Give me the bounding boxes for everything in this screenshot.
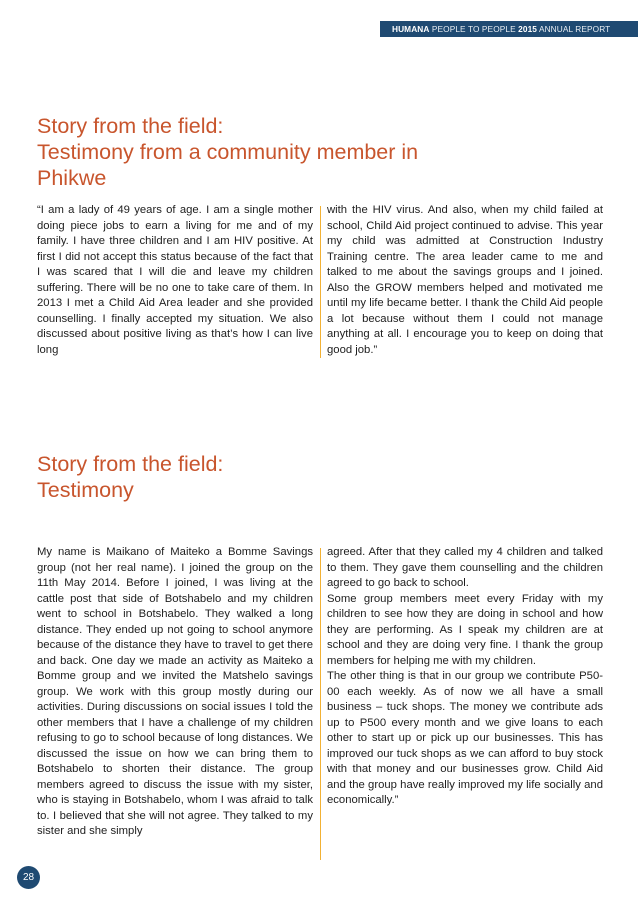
section2-right-paragraph-1: agreed. After that they called my 4 children and talked to them. They gave them counselling and the children agreed to go back to school. [327, 546, 603, 589]
report-header-bar [380, 21, 638, 37]
section2-right-column [327, 545, 603, 809]
header-org: HUMANA [392, 24, 430, 34]
section2-title [37, 451, 223, 503]
section1-column-divider [320, 206, 321, 358]
header-year: 2015 [518, 24, 537, 34]
section1-title-line2: Testimony from a community member in [37, 140, 419, 164]
section1-title [37, 113, 418, 191]
section1-left-column: “I am a lady of 49 years of age. I am a single mother doing piece jobs to earn a living for me and of my family. I have three children and I am HIV positive. At first I did not accept this status because of the fact that I was scared that I will die and leave my children suffering. There will be no one to take care of them. In 2013 I met a Child Aid Area leader and she provided counselling. I finally accepted my situation. We also discussed about positive living as that’s how I can live long [37, 204, 313, 356]
section2-right-paragraph-3: The other thing is that in our group we contribute P50-00 each weekly. As of now we all have a small business – tuck shops. The money we contribute ads up to P500 every month and we give loans to each other to start up or pick up our businesses. This has improved our tuck shops as we can afford to buy stock with that money and our businesses grow. Child Aid and the group have really improved my life socially and economically.” [327, 670, 603, 806]
section2-right-paragraph-2: Some group members meet every Friday with my children to see how they are doing in school and how they are performing. As I speak my children are at school and they are doing very fine. I thank the group members for helping me with my children. [327, 592, 603, 667]
section1-right-column: with the HIV virus. And also, when my child failed at school, Child Aid project continued to advise. This year my child was admitted at Construction Industry Training centre. The area leader came to me and talked to me about the savings groups and I joined. Also the GROW members helped and motivated me until my life became better. I thank the Child Aid people a lot because without them I could not manage anything at all. I encourage you to keep on doing that good job.” [327, 204, 603, 356]
page-number-badge: 28 [17, 866, 40, 889]
header-report: ANNUAL REPORT [538, 24, 611, 34]
section1-title-line3: Phikwe [37, 166, 107, 190]
section1-title-line1: Story from the field: [37, 114, 224, 138]
section2-column-divider [320, 548, 321, 860]
section2-title-line2: Testimony [37, 478, 134, 502]
section2-left-column: My name is Maikano of Maiteko a Bomme Savings group (not her real name). I joined the group on the 11th May 2014. Before I joined, I was living at the cattle post that side of Botshabelo and my children went to school in Botshabelo. They walked a long distance. They ended up not going to school anymore because of the distance they have to travel to get there and back. One day we made an activity as Maiteko a Bomme group and we invited the Matshelo savings group. We work with this group mostly during our activities. During discussions on social issues I told the other members that I have a challenge of my children refusing to go to school because of long distances. We discussed the issue on how we can bring them to Botshabelo to shorten their distance. The group members agreed to discuss the issue with my sister, who is staying in Botshabelo, whom I was afraid to talk to. I believed that she will not agree. They talked to my sister and she simply [37, 546, 313, 837]
header-name: PEOPLE TO PEOPLE [431, 24, 516, 34]
section2-title-line1: Story from the field: [37, 452, 224, 476]
